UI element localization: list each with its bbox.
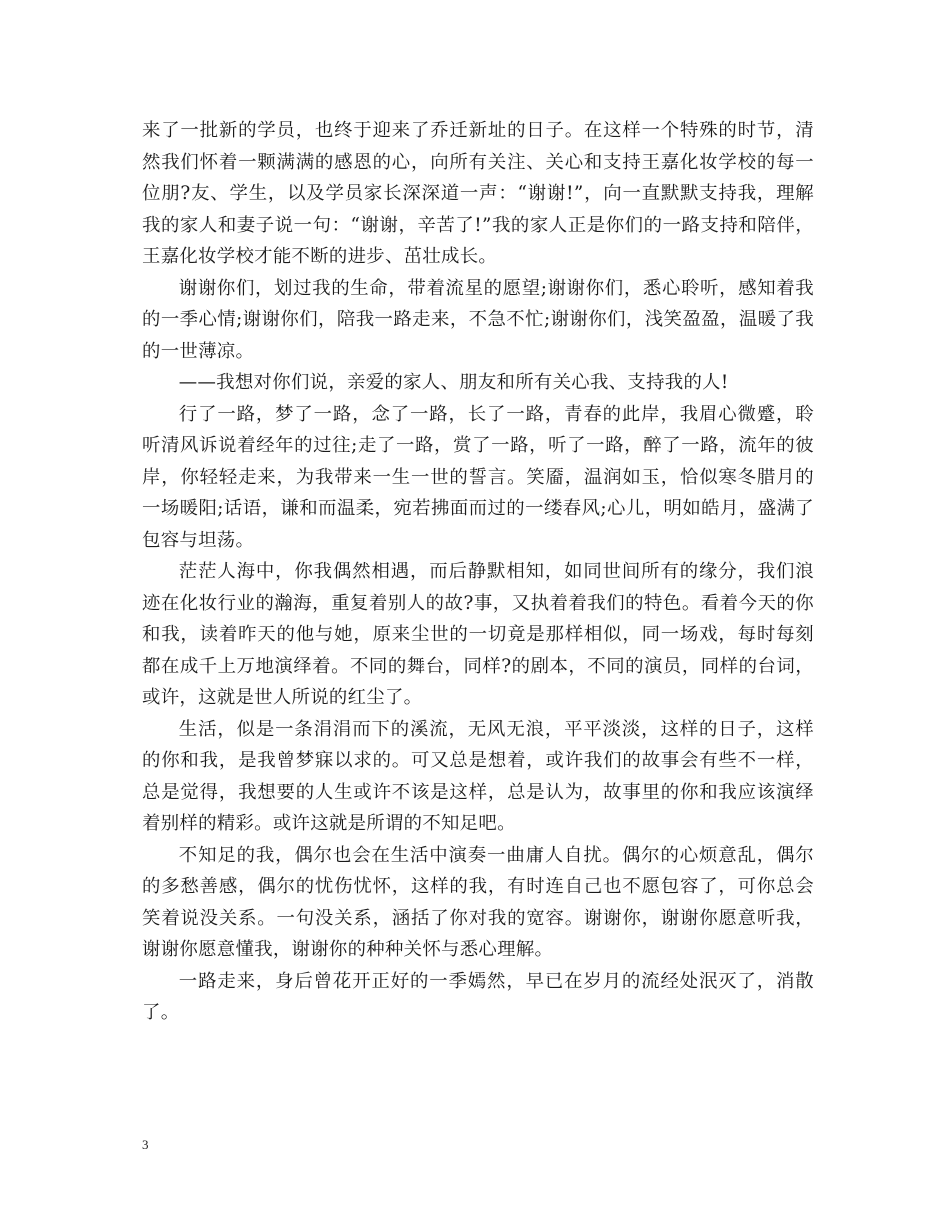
body-text	[142, 115, 814, 1029]
paragraph-1: 来了一批新的学员，也终于迎来了乔迁新址的日子。在这样一个特殊的时节，清然我们怀着一颗满满的感恩的心，向所有关注、关心和支持王嘉化妆学校的每一位朋?友、学生，以及学员家长深深道一声：“谢谢!”，向一直默默支持我，理解我的家人和妻子说一句：“谢谢，辛苦了!”我的家人正是你们的一路支持和陪伴，王嘉化妆学校才能不断的进步、茁壮成长。	[142, 120, 814, 267]
paragraph-3: ——我想对你们说，亲爱的家人、朋友和所有关心我、支持我的人!	[178, 372, 729, 393]
paragraph-8: 一路走来，身后曾花开正好的一季嫣然，早已在岁月的流经处泯灭了，消散了。	[142, 970, 814, 1023]
paragraph-5: 茫茫人海中，你我偶然相遇，而后静默相知，如同世间所有的缘分，我们浪迹在化妆行业的瀚海，重复着别人的故?事，又执着着我们的特色。看着今天的你和我，读着昨天的他与她，原来尘世的一切竟是那样相似，同一场戏，每时每刻都在成千上万地演绎着。不同的舞台，同样?的剧本，不同的演员，同样的台词，或许，这就是世人所说的红尘了。	[142, 561, 814, 708]
paragraph-6: 生活，似是一条涓涓而下的溪流，无风无浪，平平淡淡，这样的日子，这样的你和我，是我曾梦寐以求的。可又总是想着，或许我们的故事会有些不一样，总是觉得，我想要的人生或许不该是这样，总是认为，故事里的你和我应该演绎着别样的精彩。或许这就是所谓的不知足吧。	[142, 718, 814, 834]
paragraph-2: 谢谢你们，划过我的生命，带着流星的愿望;谢谢你们，悉心聆听，感知着我的一季心情;谢谢你们，陪我一路走来，不急不忙;谢谢你们，浅笑盈盈，温暖了我的一世薄凉。	[142, 277, 814, 362]
paragraph-7: 不知足的我，偶尔也会在生活中演奏一曲庸人自扰。偶尔的心烦意乱，偶尔的多愁善感，偶尔的忧伤忧怀，这样的我，有时连自己也不愿包容了，可你总会笑着说没关系。一句没关系，涵括了你对我的宽容。谢谢你，谢谢你愿意听我，谢谢你愿意懂我，谢谢你的种种关怀与悉心理解。	[142, 844, 814, 960]
page-number: 3	[142, 1137, 149, 1152]
paragraph-4: 行了一路，梦了一路，念了一路，长了一路，青春的此岸，我眉心微蹙，聆听清风诉说着经年的过往;走了一路，赏了一路，听了一路，醉了一路，流年的彼岸，你轻轻走来，为我带来一生一世的誓言。笑靥，温润如玉，恰似寒冬腊月的一场暖阳;话语，谦和而温柔，宛若拂面而过的一缕春风;心儿，明如皓月，盛满了包容与坦荡。	[142, 403, 814, 551]
